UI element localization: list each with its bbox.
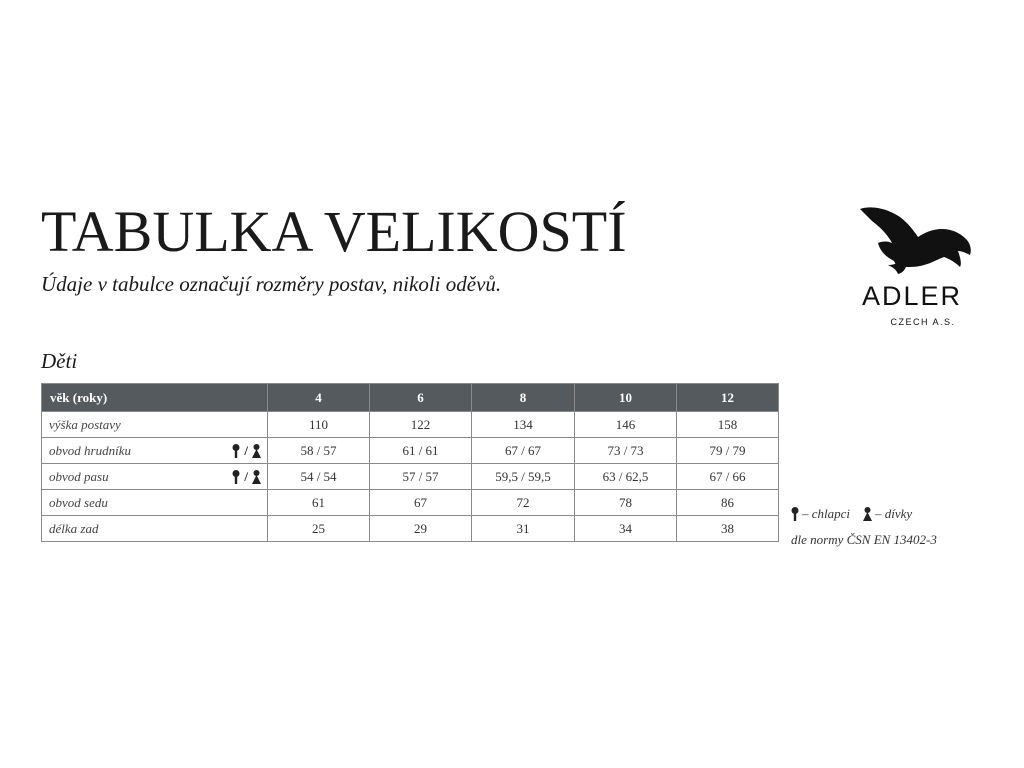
legend (791, 505, 937, 547)
legend-norm: dle normy ČSN EN 13402-3 (791, 532, 937, 547)
table-cell: 59,5 / 59,5 (472, 464, 575, 490)
table-row (42, 464, 779, 490)
table-header-row (42, 384, 779, 412)
header-cell: 4 (268, 384, 370, 412)
table-cell: 73 / 73 (575, 438, 677, 464)
boy-icon (791, 507, 799, 521)
table-cell: 25 (268, 516, 370, 542)
table-cell: 67 / 66 (677, 464, 779, 490)
girl-icon (252, 470, 261, 484)
table-cell: 86 (677, 490, 779, 516)
row-label-cell (42, 438, 268, 464)
section-title: Děti (41, 349, 78, 373)
row-label: výška postavy (42, 412, 268, 438)
table-row (42, 412, 779, 438)
logo-brand: ADLER (861, 281, 963, 311)
legend-boys: – chlapci (802, 506, 851, 521)
table-cell: 134 (472, 412, 575, 438)
gender-marker (232, 443, 261, 459)
header-cell: 10 (575, 384, 677, 412)
table-cell: 67 / 67 (472, 438, 575, 464)
table-cell: 146 (575, 412, 677, 438)
row-label: délka zad (42, 516, 268, 542)
logo-subtitle: CZECH A.S. (890, 317, 956, 327)
boy-icon (232, 470, 240, 484)
table-cell: 31 (472, 516, 575, 542)
table-cell: 38 (677, 516, 779, 542)
adler-logo (836, 205, 988, 335)
header-cell-age: věk (roky) (42, 384, 268, 412)
table-row (42, 516, 779, 542)
row-label: obvod sedu (42, 490, 268, 516)
table-cell: 72 (472, 490, 575, 516)
row-label-cell (42, 464, 268, 490)
table-cell: 58 / 57 (268, 438, 370, 464)
table-cell: 34 (575, 516, 677, 542)
eagle-icon (858, 205, 974, 275)
table-cell: 29 (370, 516, 472, 542)
table-cell: 57 / 57 (370, 464, 472, 490)
table-cell: 61 / 61 (370, 438, 472, 464)
row-label: obvod pasu (49, 468, 109, 484)
boy-icon (232, 444, 240, 458)
table-cell: 78 (575, 490, 677, 516)
gender-marker (232, 469, 261, 485)
girl-icon (863, 507, 872, 521)
header-cell: 8 (472, 384, 575, 412)
table-row (42, 438, 779, 464)
table-cell: 158 (677, 412, 779, 438)
girl-icon (252, 444, 261, 458)
legend-row (791, 505, 912, 523)
header-cell: 6 (370, 384, 472, 412)
table-cell: 67 (370, 490, 472, 516)
table-cell: 122 (370, 412, 472, 438)
row-label: obvod hrudníku (49, 442, 131, 458)
table-cell: 110 (268, 412, 370, 438)
table-cell: 63 / 62,5 (575, 464, 677, 490)
legend-girls: – dívky (875, 506, 913, 521)
table-row (42, 490, 779, 516)
gender-slash: / (244, 443, 248, 458)
table-cell: 79 / 79 (677, 438, 779, 464)
table-cell: 54 / 54 (268, 464, 370, 490)
size-table (41, 383, 779, 542)
gender-slash: / (244, 469, 248, 484)
header-cell: 12 (677, 384, 779, 412)
table-cell: 61 (268, 490, 370, 516)
page-title: TABULKA VELIKOSTÍ (41, 199, 627, 264)
page-subtitle: Údaje v tabulce označují rozměry postav, nikoli oděvů. (41, 272, 502, 296)
